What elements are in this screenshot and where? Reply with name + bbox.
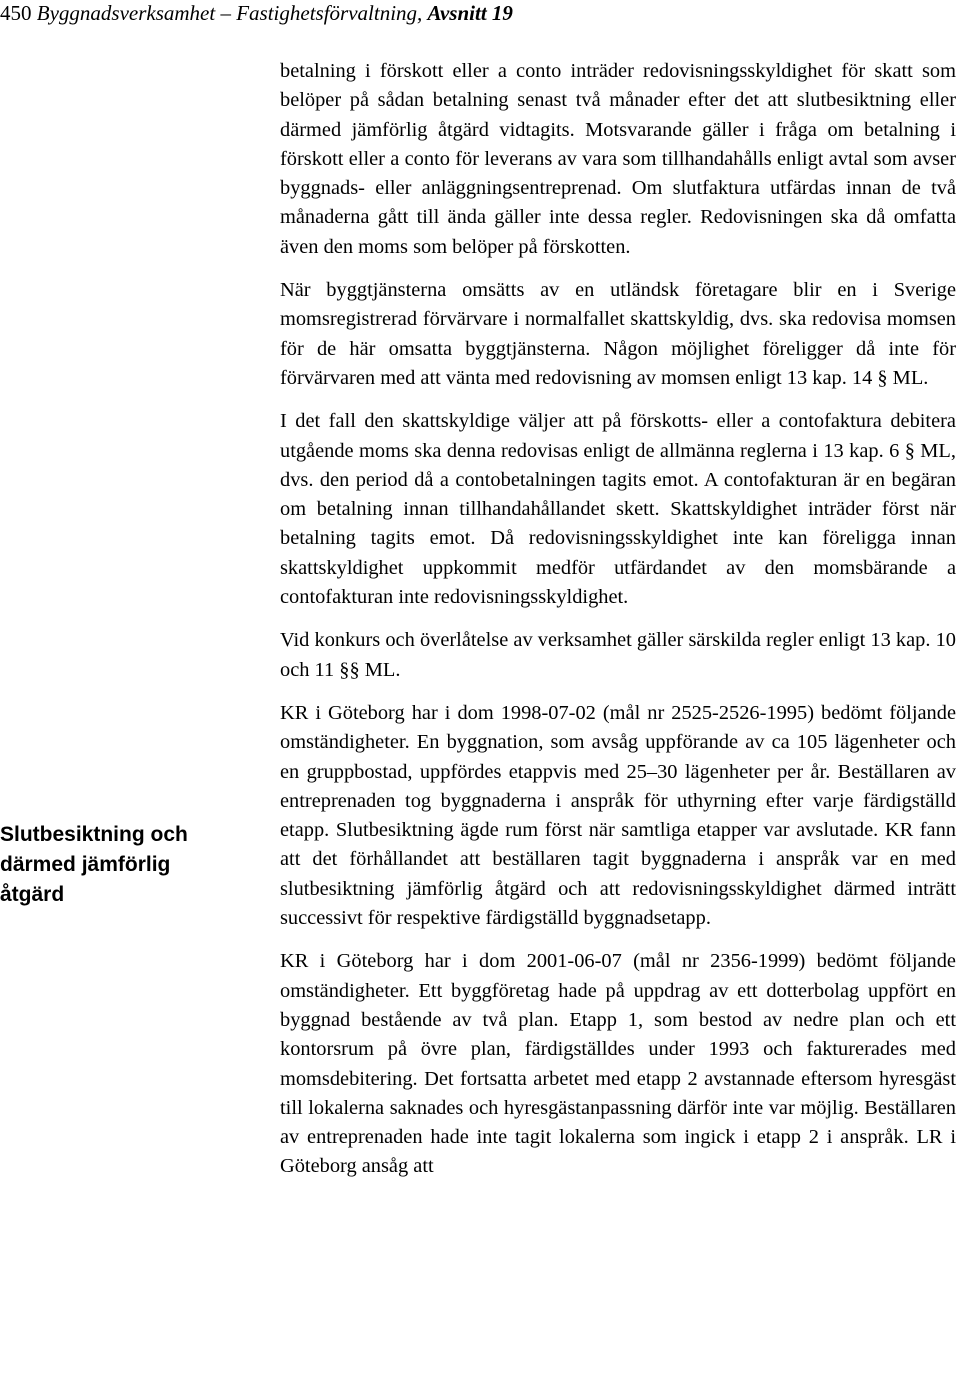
paragraph: Vid konkurs och överlåtelse av verksamhet gäller särskilda regler enligt 13 kap. 10 och 11 §§ ML.: [280, 629, 956, 681]
header-title: Byggnadsverksamhet – Fastighetsförvaltning,: [36, 1, 423, 25]
paragraph: När byggtjänsterna omsätts av en utländsk företagare blir en i Sverige momsregistrerad förvärvare i normalfallet skattskyldig, dvs. ska redovisa momsen för de här omsatta byggtjänsterna. Någon möjlighet föreligger då inte för förvärvaren med att vänta med redovisning av momsen enligt 13 kap. 14 § ML.: [280, 279, 956, 389]
paragraph: KR i Göteborg har i dom 1998-07-02 (mål nr 2525-2526-1995) bedömt följande omständigheter. En byggnation, som avsåg uppförande av ca 105 lägenheter och en gruppbostad, uppfördes etappvis med 25–30 lägenheter per år. Beställaren av entreprenaden tog byggnaderna i anspråk för uthyrning efter varje färdigställd etapp. Slutbesiktning ägde rum först när samtliga etapper var avslutade. KR fann att det förhållandet att beställaren tagit byggnaderna i anspråk var en med slutbesiktning jämförlig åtgärd och att redovisningsskyldighet därmed inträtt successivt för respektive färdigställd byggnadsetapp.: [280, 701, 956, 930]
running-header: [0, 0, 700, 26]
paragraph: I det fall den skattskyldige väljer att på förskotts- eller a contofaktura debitera utgående moms ska denna redovisas enligt de allmänna reglerna i 13 kap. 6 § ML, dvs. den period då a contobetalningen tagits emot. A contofakturan är en begäran om betalning innan tillhandahållandet skett. Skattskyldighet inträder först när betalning tagits emot. Då redovisningsskyldighet inte kan föreligga innan skattskyldighet uppkommit medför utfärdandet av den momsbärande a contofakturan inte redovisningsskyldighet.: [280, 410, 956, 609]
header-section: Avsnitt 19: [427, 1, 513, 25]
margin-heading: [0, 820, 225, 910]
margin-heading-line: därmed jämförlig: [0, 853, 171, 876]
paragraph: betalning i förskott eller a conto inträder redovisningsskyldighet för skatt som belöper på sådan betalning senast två månader efter det att slutbesiktning eller därmed jämförlig åtgärd vidtagits. Motsvarande gäller i fråga om betalning i förskott eller a conto för leverans av vara som tillhandahålls enligt avtal som avser byggnads- eller anläggningsentreprenad. Om slutfaktura utfärdas innan de två månaderna gått till ända gäller inte dessa regler. Redovisningen ska då omfatta även den moms som belöper på förskotten.: [280, 60, 956, 258]
page-number: 450: [0, 1, 32, 25]
margin-heading-line: Slutbesiktning och: [0, 823, 188, 846]
body-text: [280, 57, 956, 1196]
paragraph: KR i Göteborg har i dom 2001-06-07 (mål nr 2356-1999) bedömt följande omständigheter. Ett byggföretag hade på uppdrag av ett dotterbolag uppfört en byggnad bestående av två plan. Etapp 1, som bestod av nedre plan och ett kontorsrum på övre plan, färdigställdes under 1993 och fakturerades med momsdebitering. Det fortsatta arbetet med etapp 2 avstannade eftersom hyresgäst till lokalerna saknades och hyresgästanpassning därför inte var möjlig. Beställaren av entreprenaden hade inte tagit lokalerna som ingick i etapp 2 i anspråk. LR i Göteborg ansåg att: [280, 950, 956, 1178]
margin-heading-line: åtgärd: [0, 883, 65, 906]
